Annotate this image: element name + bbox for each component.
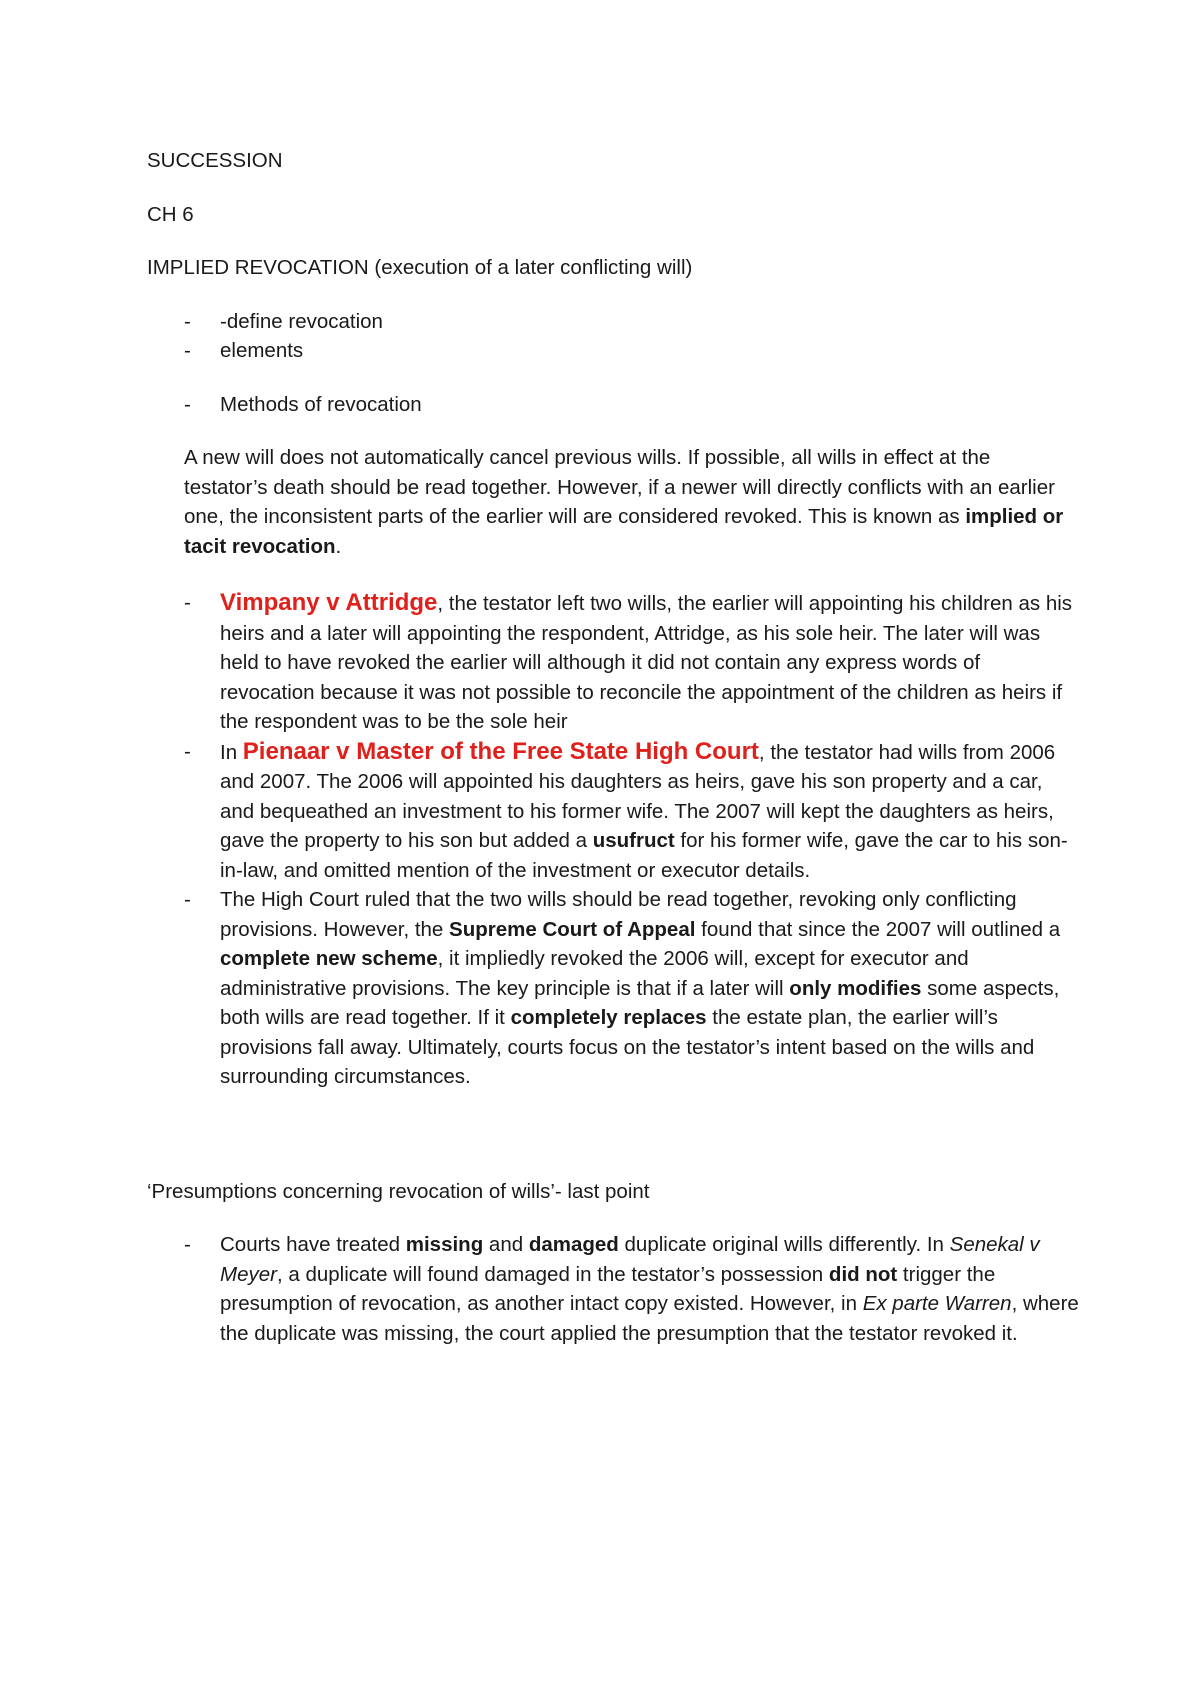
case-list (147, 588, 1077, 1092)
bold-term: only modifies (789, 976, 922, 1000)
document-title: SUCCESSION (147, 149, 283, 172)
bold-term: completely replaces (510, 1006, 707, 1029)
section-heading-presumptions: ‘Presumptions concerning revocation of wills’- last point (147, 1179, 650, 1203)
case-item-vimpany (147, 588, 1080, 737)
intro-bold-term: implied or tacit revocation (184, 505, 1064, 558)
ruling-text: The High Court ruled that the two wills should be read together, revoking only conflicting provisions. However, the (220, 888, 1017, 941)
case-text: for his former wife, gave the car to his son-in-law, and omitted mention of the investment or executor details. (220, 829, 1068, 882)
case-name-pienaar: Pienaar v Master of the Free State High Court (242, 737, 759, 765)
presumption-text: , a duplicate will found damaged in the testator’s possession (276, 1262, 829, 1286)
outline-item: - -define revocation (147, 307, 1077, 337)
ruling-text: the estate plan, the earlier will’s provisions fall away. Ultimately, courts focus on the testator’s intent based on the wills and surrounding circumstances. (220, 1006, 1035, 1088)
presumption-list (147, 1230, 1077, 1348)
intro-text: A new will does not automatically cancel previous wills. If possible, all wills in effect at the testator’s death should be read together. However, if a newer will directly conflicts with an earlier one, the inconsistent parts of the earlier will are considered revoked. This is known as (184, 446, 1055, 528)
ruling-text: , it impliedly revoked the 2006 will, except for executor and administrative provisions. The key principle is that if a later will (220, 947, 969, 1000)
case-citation-senekal: Senekal v Meyer (220, 1233, 1040, 1286)
methods-item: - Methods of revocation (147, 390, 1077, 420)
presumption-text: , where the duplicate was missing, the court applied the presumption that the testator revoked it. (220, 1292, 1079, 1345)
presumption-text: trigger the presumption of revocation, as another intact copy existed. However, in (220, 1262, 996, 1315)
case-name-vimpany: Vimpany v Attridge (220, 589, 438, 616)
case-text: , the testator had wills from 2006 and 2007. The 2006 will appointed his daughters as heirs, gave his son property and a car, and bequeathed an investment to his former wife. The 2007 will kept the daughters as heirs, gave the property to his son but added a (220, 740, 1056, 852)
section-heading-implied-revocation: IMPLIED REVOCATION (execution of a later conflicting will) (147, 256, 693, 279)
chapter-label: CH 6 (147, 202, 194, 226)
document-body (147, 146, 1077, 1348)
outline-list (147, 307, 1077, 366)
case-item-ruling (147, 885, 1080, 1092)
ruling-text: some aspects, both wills are read together. If it (220, 976, 1060, 1029)
ruling-text: found that since the 2007 will outlined a (695, 917, 1061, 941)
case-item-pienaar (147, 737, 1080, 886)
bold-term: missing (405, 1233, 484, 1256)
outline-item: - elements (147, 336, 1077, 366)
bold-term: usufruct (592, 829, 675, 852)
presumption-text: duplicate original wills differently. In (618, 1233, 950, 1256)
case-citation-warren: Ex parte Warren (862, 1292, 1012, 1315)
intro-paragraph (147, 443, 1064, 561)
intro-text-end: . (335, 534, 342, 558)
bold-term: Supreme Court of Appeal (449, 917, 696, 941)
case-prefix: In (220, 740, 243, 764)
methods-list (147, 390, 1077, 420)
presumption-item (147, 1230, 1080, 1348)
bold-term: damaged (528, 1233, 619, 1256)
presumption-text: and (483, 1233, 529, 1256)
bold-term: complete new scheme (220, 947, 438, 970)
case-text-vimpany: , the testator left two wills, the earlier will appointing his children as his heirs and a later will appointing the respondent, Attridge, as his sole heir. The later will was held to have revoked the earlier will although it did not contain any express words of revocation because it was not possible to reconcile the appointment of the children as heirs if the respondent was to be the sole heir (220, 592, 1073, 733)
presumption-text: Courts have treated (220, 1233, 406, 1256)
bold-term: did not (828, 1262, 898, 1286)
